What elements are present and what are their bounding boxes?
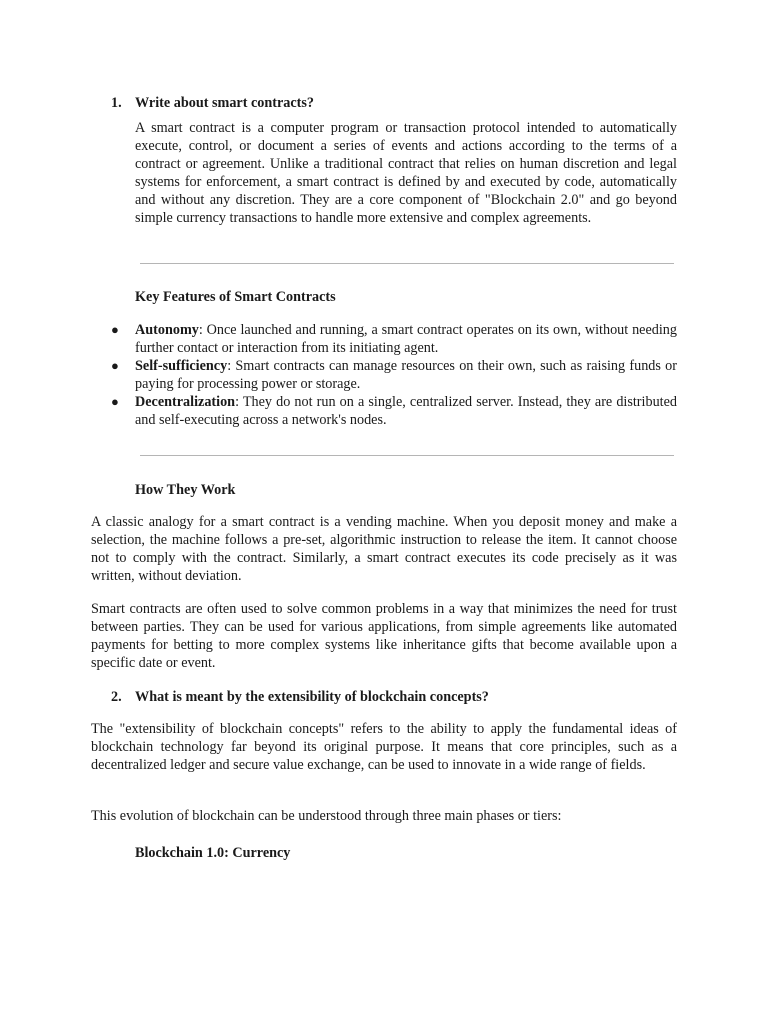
bullet-icon: ●: [111, 394, 119, 409]
vending-machine-paragraph: A classic analogy for a smart contract is a vending machine. When you deposit money and make a selection, the machine follows a pre-set, algorithmic instruction to release the item. It cannot choose not to comply with the contract. Similarly, a smart contract executes its code precisely as it was written, without deviation.: [91, 514, 677, 584]
feature-description: : Once launched and running, a smart contract operates on its own, without needing further contact or interaction from its initiating agent.: [135, 322, 677, 356]
extensibility-paragraph: The "extensibility of blockchain concepts" refers to the ability to apply the fundamental ideas of blockchain technology far beyond its original purpose. It means that core principles, such as a decentralized ledger and secure value exchange, can be used to innovate in a wide range of fields.: [91, 721, 677, 773]
how-they-work-heading: How They Work: [135, 482, 236, 498]
section-divider: [140, 263, 674, 264]
evolution-paragraph: This evolution of blockchain can be understood through three main phases or tiers:: [91, 808, 562, 824]
smart-contract-intro: A smart contract is a computer program or transaction protocol intended to automatically execute, control, or document a series of events and actions according to the terms of a contract or agreement. Unlike a traditional contract that relies on human discretion and legal systems for enforcement, a smart contract is defined by and executed by code, automatically and without any discretion. They are a core component of "Blockchain 2.0" and go beyond simple currency transactions to handle more extensive and complex agreements.: [135, 120, 677, 226]
feature-term: Decentralization: [135, 394, 236, 410]
question-1-heading: [111, 94, 315, 112]
list-item: [111, 321, 677, 357]
feature-term: Self-sufficiency: [135, 358, 228, 374]
question-1-title: Write about smart contracts?: [135, 95, 315, 111]
list-item: [111, 357, 677, 393]
question-1-number: 1.: [111, 95, 122, 111]
key-features-list: [111, 321, 677, 429]
bullet-icon: ●: [111, 358, 119, 373]
question-2-title: What is meant by the extensibility of blockchain concepts?: [135, 689, 489, 705]
blockchain-1-heading: Blockchain 1.0: Currency: [135, 845, 291, 861]
feature-term: Autonomy: [135, 322, 199, 338]
feature-description: : Smart contracts can manage resources on their own, such as raising funds or paying for processing power or storage.: [135, 358, 677, 392]
bullet-icon: ●: [111, 322, 119, 337]
key-features-heading: Key Features of Smart Contracts: [135, 289, 336, 305]
feature-description: : They do not run on a single, centralized server. Instead, they are distributed and self-executing across a network's nodes.: [135, 394, 677, 428]
section-divider: [140, 455, 674, 456]
use-cases-paragraph: Smart contracts are often used to solve common problems in a way that minimizes the need for trust between parties. They can be used for various applications, from simple agreements like automated payments for betting to more complex systems like inheritance gifts that become available upon a specific date or event.: [91, 601, 677, 671]
list-item: [111, 393, 677, 429]
question-2-heading: [111, 688, 489, 706]
question-2-number: 2.: [111, 689, 122, 705]
